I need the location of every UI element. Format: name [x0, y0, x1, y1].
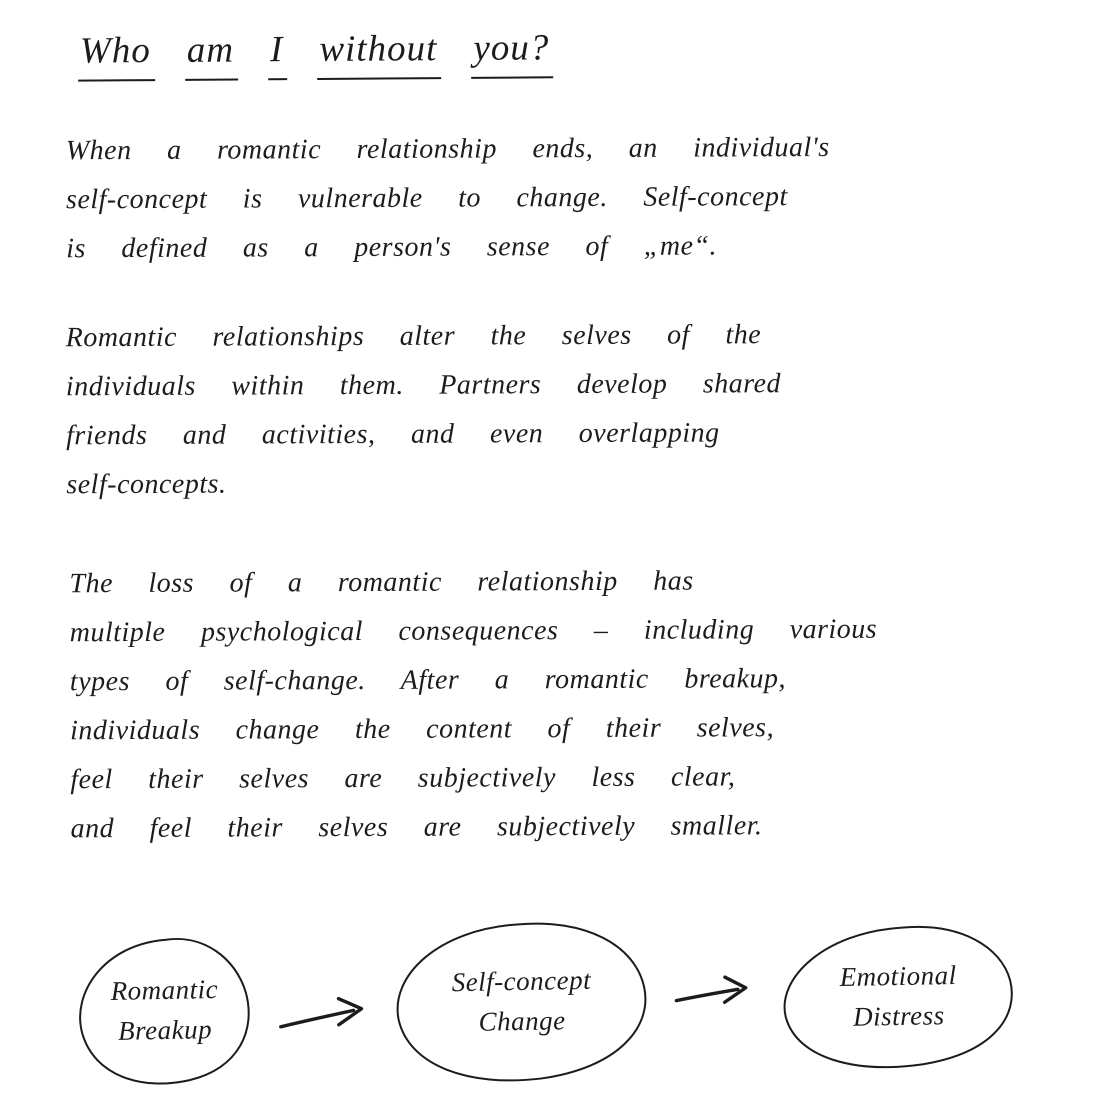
diagram-node-self-concept-change: [388, 916, 656, 1086]
causal-flow-diagram: [70, 913, 1115, 1089]
note-title: [78, 22, 1115, 81]
title-word: without: [317, 27, 441, 80]
text-line: individuals change the content of their selves,: [70, 712, 775, 747]
node-label-line: Breakup: [118, 1014, 213, 1046]
node-label-line: Distress: [852, 1000, 945, 1032]
paragraph-definition: [66, 122, 1115, 274]
text-line: multiple psychological consequences – including various: [69, 613, 878, 649]
paragraph-loss-consequences: [69, 555, 1115, 854]
diagram-node-emotional-distress: [772, 918, 1024, 1074]
diagram-node-romantic-breakup: [70, 931, 260, 1089]
arrow-right-icon: [673, 971, 755, 1014]
text-line: feel their selves are subjectively less clear,: [70, 761, 736, 796]
text-line: is defined as a person's sense of „me“.: [66, 230, 718, 265]
text-line: types of self-change. After a romantic breakup,: [69, 663, 787, 698]
arrow-right-icon: [276, 992, 371, 1040]
title-word: you?: [471, 26, 553, 79]
node-label-line: Romantic: [110, 974, 219, 1006]
node-label-line: Emotional: [838, 959, 957, 993]
node-label: [111, 969, 220, 1051]
text-line: self-concepts.: [66, 468, 227, 501]
title-word: I: [268, 28, 288, 80]
text-line: friends and activities, and even overlapping: [66, 417, 720, 452]
text-line: individuals within them. Partners develop shared: [65, 368, 782, 403]
node-label: [452, 960, 593, 1042]
node-label-line: Self-concept: [451, 964, 592, 998]
text-line: When a romantic relationship ends, an individual's: [65, 131, 830, 167]
handwritten-note-page: [0, 26, 1115, 1100]
node-label-line: Change: [478, 1005, 567, 1037]
text-line: Romantic relationships alter the selves of the: [65, 319, 762, 354]
text-line: and feel their selves are subjectively smaller.: [70, 810, 763, 845]
title-word: Who: [78, 29, 155, 82]
title-word: am: [185, 29, 239, 81]
text-line: self-concept is vulnerable to change. Self-concept: [65, 181, 788, 216]
node-label: [839, 955, 957, 1037]
text-line: The loss of a romantic relationship has: [69, 565, 694, 600]
paragraph-relationships-alter-selves: [66, 309, 1115, 510]
